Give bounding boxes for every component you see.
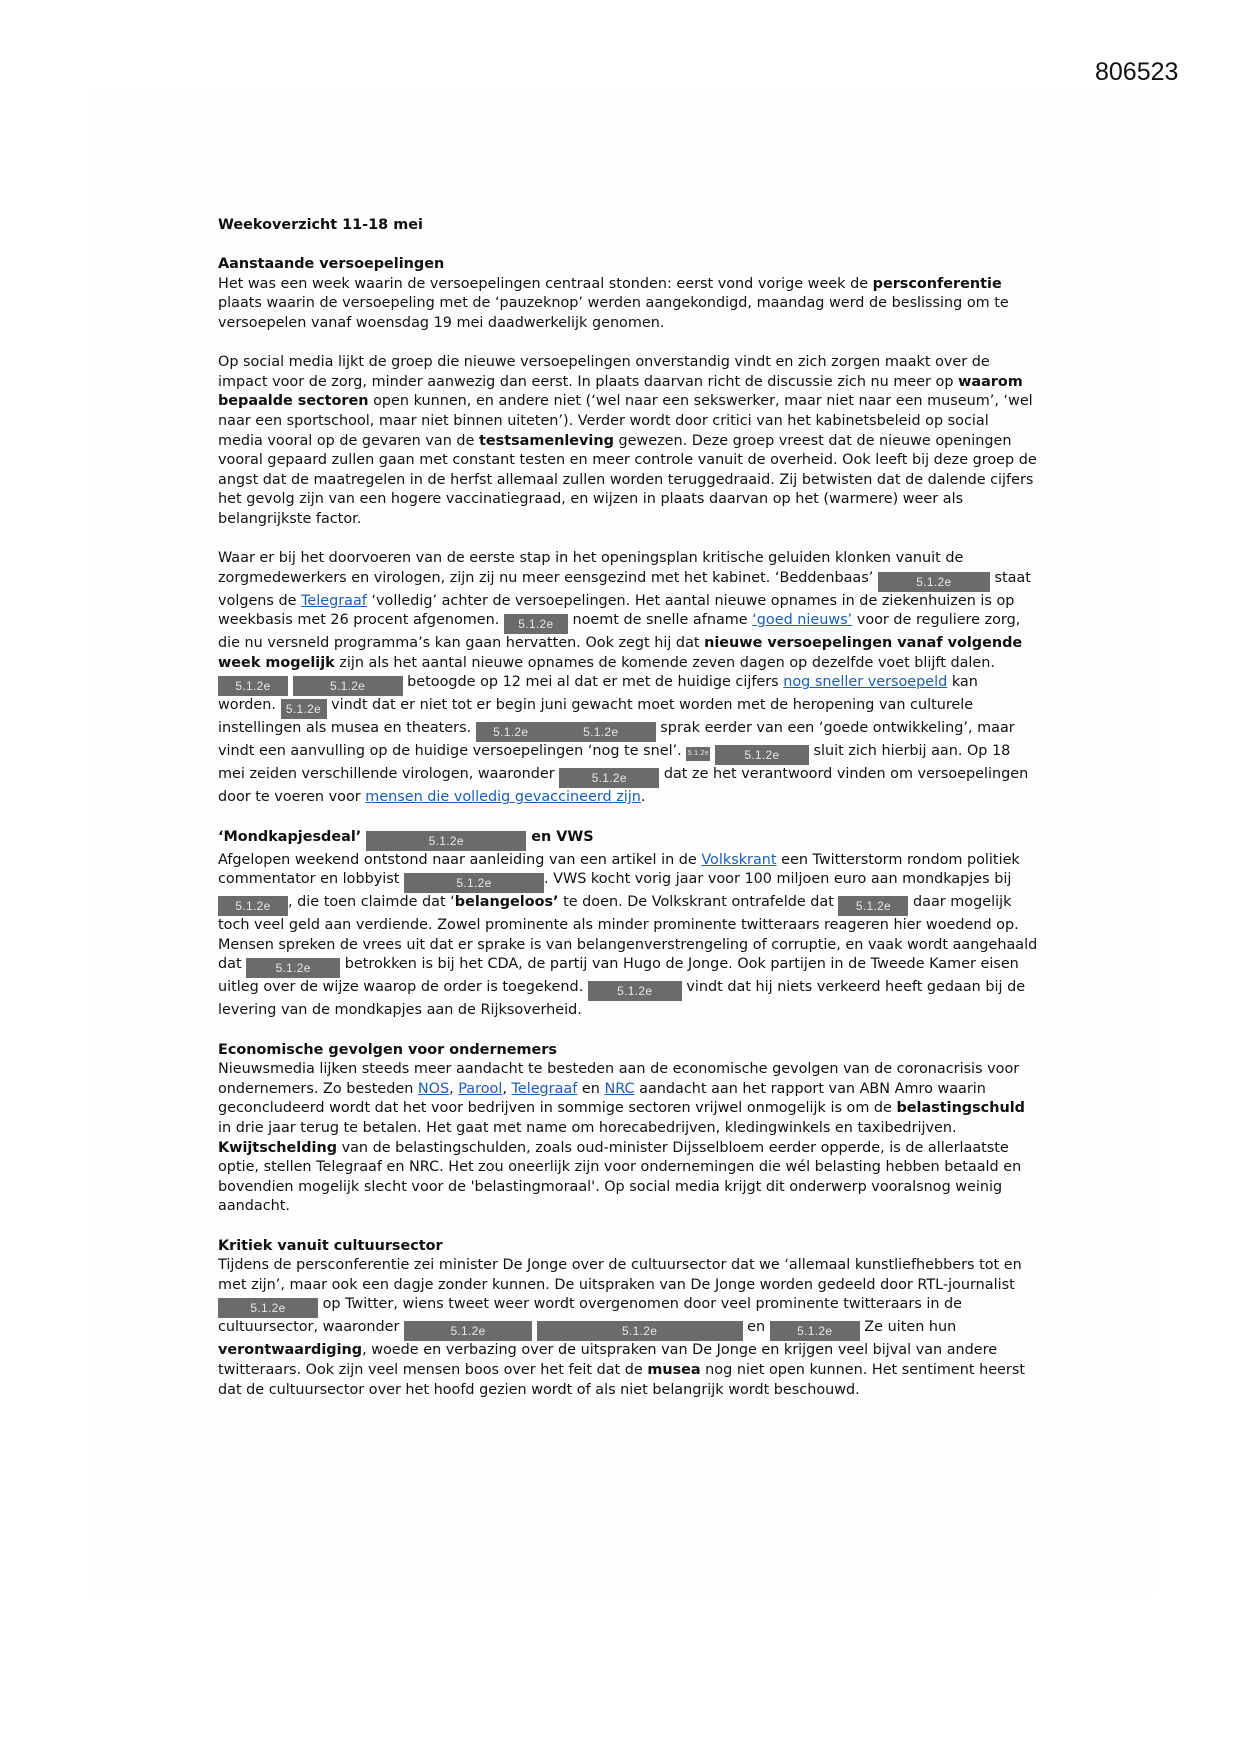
text: en [742,1319,770,1336]
redaction-box: 5.1.2e [686,747,710,761]
heading-text: en VWS [526,828,594,845]
link-nog-sneller-versoepeld[interactable]: nog sneller versoepeld [783,674,948,691]
text: open kunnen, en andere niet (‘wel naar een sekswerker, maar niet naar een museum’, ‘wel naar een sportschool, maar niet binnen uiteten’). Verder wordt door critici van het kabinetsbeleid op social media vooral op de gevaren van de [218,393,1033,449]
document-body [218,216,1038,1420]
link-telegraaf[interactable]: Telegraaf [511,1080,578,1097]
link-telegraaf[interactable]: Telegraaf [301,592,367,609]
text: Het was een week waarin de versoepelingen centraal stonden: eerst vond vorige week de [218,275,873,292]
text: een Twitterstorm rondom politiek commentator en lobbyist [218,851,1020,888]
text: daar mogelijk toch veel geld aan verdiende. Zowel prominente als minder prominente twitteraars reageren hier woedend op. Mensen spreken de vrees uit dat er sprake is van belangenverstrengeling of corruptie, en vaak wordt aangehaald dat [218,894,1038,973]
redaction-box: 5.1.2e [218,1298,318,1318]
text: . [640,789,646,806]
text: op Twitter, wiens tweet weer wordt overgenomen door veel prominente twitteraars in de cultuursector, waaronder [218,1296,963,1336]
section-aanstaande-versoepelingen [218,255,1038,808]
text: zijn als het aantal nieuwe opnames de komende zeven dagen op dezelfde voet blijft dalen. [334,654,995,671]
text: dat ze het verantwoord vinden om versoepelingen door te voeren voor [218,766,1029,806]
redaction-box: 5.1.2e [246,958,340,978]
redaction-box: 5.1.2e [715,745,809,765]
text: van de belastingschulden, zoals oud-minister Dijsselbloem eerder opperde, is de allerlaatste optie, stellen Telegraaf en NRC. Het zou oneerlijk zijn voor ondernemingen die wél belasting hebben betaald en bovendien mogelijk slecht voor de 'belastingmoraal'. Op social media krijgt dit onderwerp vooralsnog weinig aandacht. [218,1139,1022,1215]
text: te doen. De Volkskrant ontrafelde dat [558,894,839,911]
text: sluit zich hierbij aan. Op 18 mei zeiden verschillende virologen, waaronder [218,743,1011,783]
bold-text: waarom bepaalde sectoren [218,373,1023,410]
text: Tijdens de persconferentie zei minister De Jonge over de cultuursector dat we ‘allemaal kunstliefhebbers tot en met zijn’, maar ook een dagje zonder kunnen. De uitspraken van De Jonge worden gedeeld door RTL-journalist [218,1257,1022,1293]
text: plaats waarin de versoepeling met de ‘pauzeknop’ werden aangekondigd, maandag werd de beslissing om te versoepelen vanaf woensdag 19 mei daadwerkelijk genomen. [218,295,1009,331]
text: in drie jaar terug te betalen. Het gaat met name om horecabedrijven, kledingwinkels en taxibedrijven. [218,1120,957,1136]
paragraph [218,1060,1038,1217]
redaction-box: 5.1.2e [559,768,659,788]
text: Op social media lijkt de groep die nieuwe versoepelingen onverstandig vindt en zich zorgen maakt over de impact voor de zorg, minder aanwezig dan eerst. In plaats daarvan richt de discussie zich nu meer op [218,354,990,390]
link-nos[interactable]: NOS [417,1080,450,1097]
section-heading: Economische gevolgen voor ondernemers [218,1041,557,1058]
text: betoogde op 12 mei al dat er met de huidige cijfers [402,674,784,691]
link-mensen-die-volledig-gevaccineerd-zijn[interactable]: mensen die volledig gevaccineerd zijn [365,789,641,806]
paragraph [218,851,1038,1021]
redaction-box: 5.1.2e [878,572,990,592]
text: Nieuwsmedia lijken steeds meer aandacht te besteden aan de economische gevolgen van de coronacrisis voor ondernemers. Zo besteden [218,1061,1020,1097]
heading-text: ‘Mondkapjesdeal’ [218,828,367,845]
text: vindt dat hij niets verkeerd heeft gedaan bij de levering van de mondkapjes aan de Rijksoverheid. [218,979,1026,1019]
text: Afgelopen weekend ontstond naar aanleiding van een artikel in de [218,851,702,868]
text: Waar er bij het doorvoeren van de eerste stap in het openingsplan kritische geluiden klonken vanuit de zorgmedewerkers en virologen, zijn zij nu meer eensgezind met het kabinet. ‘Beddenbaas’ [218,550,964,586]
page-number: 806523 [1095,58,1179,86]
section-kritiek-cultuursector [218,1237,1038,1401]
redaction-box: 5.1.2e [293,676,403,696]
text: ‘volledig’ achter de versoepelingen. Het aantal nieuwe opnames in de ziekenhuizen is op weekbasis met 26 procent afgenomen. [218,592,1015,629]
bold-text: nieuwe versoepelingen vanaf volgende week mogelijk [218,635,1023,671]
bold-text: belangeloos’ [454,894,559,911]
section-heading: Aanstaande versoepelingen [218,256,445,273]
redaction-box: 5.1.2e [366,831,526,851]
redaction-box: 5.1.2e [476,722,546,742]
text: gewezen. Deze groep vreest dat de nieuwe openingen vooral gepaard zullen gaan met constant testen en meer controle vanuit de overheid. Ook leeft bij deze groep de angst dat de maatregelen in de herfst allemaal zullen worden teruggedraaid. Zij betwisten dat de dalende cijfers het gevolg zijn van een hogere vaccinatiegraad, en wijzen in plaats daarvan op het (warmere) weer als belangrijkste factor. [218,432,1037,527]
redaction-box: 5.1.2e [504,614,568,634]
redaction-box: 5.1.2e [218,896,288,916]
redaction-box: 5.1.2e [404,1321,532,1341]
text: Ze uiten hun [859,1319,957,1336]
text: betrokken is bij het CDA, de partij van Hugo de Jonge. Ook partijen in de Tweede Kamer eisen uitleg over de wijze waarop de order is toegekend. [218,956,1019,996]
paragraph [218,549,1038,808]
section-heading [218,828,1038,851]
text: nog niet open kunnen. Het sentiment heerst dat de cultuursector over het hoofd gezien wordt of als niet belangrijk wordt beschouwd. [218,1361,1025,1398]
paragraph [218,275,1038,334]
link-goed-nieuws[interactable]: ‘goed nieuws’ [752,612,853,629]
section-heading: Kritiek vanuit cultuursector [218,1237,443,1254]
bold-text: testsamenleving [478,432,614,449]
text: sprak eerder van een ‘goede ontwikkeling’, maar vindt een aanvulling op de huidige versoepelingen ‘nog te snel’. [218,720,1015,760]
text: aandacht aan het rapport van ABN Amro waarin geconcludeerd wordt dat het voor bedrijven in sommige sectoren vrijwel onmogelijk is om de [218,1080,986,1117]
link-nrc[interactable]: NRC [604,1080,635,1097]
redaction-box: 5.1.2e [546,722,656,742]
text: . VWS kocht vorig jaar voor 100 miljoen euro aan mondkapjes bij [543,871,1012,888]
redaction-box: 5.1.2e [537,1321,743,1341]
paragraph [218,353,1038,529]
text: , die toen claimde dat ‘ [288,894,455,911]
bold-text: belastingschuld [896,1100,1025,1117]
text: staat volgens de [218,569,1031,609]
redaction-box: 5.1.2e [218,676,288,696]
redaction-box: 5.1.2e [770,1321,860,1341]
redaction-box: 5.1.2e [404,873,544,893]
text: , [502,1080,512,1097]
redaction-box: 5.1.2e [281,699,327,719]
bold-text: Kwijtschelding [218,1139,338,1156]
text: en [577,1080,605,1097]
section-mondkapjesdeal [218,828,1038,1021]
bold-text: persconferentie [872,275,1002,292]
text: noemt de snelle afname [567,612,753,629]
link-parool[interactable]: Parool [458,1080,503,1097]
document-title: Weekoverzicht 11-18 mei [218,217,423,233]
text: vindt dat er niet tot er begin juni gewacht moet worden met de heropening van culturele instellingen als musea en theaters. [218,697,974,737]
text: voor de reguliere zorg, die nu versneld programma’s kan gaan hervatten. Ook zegt hij dat [218,612,1021,652]
section-economische-gevolgen [218,1041,1038,1217]
paragraph [218,1256,1038,1400]
bold-text: musea [647,1361,701,1378]
text: , woede en verbazing over de uitspraken van De Jonge en krijgen veel bijval van andere twitteraars. Ook zijn veel mensen boos over het feit dat de [218,1342,998,1378]
text: kan worden. [218,674,978,714]
redaction-box: 5.1.2e [838,896,908,916]
link-volkskrant[interactable]: Volkskrant [701,851,777,868]
text: , [449,1080,459,1097]
bold-text: verontwaardiging [218,1342,363,1359]
redaction-box: 5.1.2e [588,981,682,1001]
